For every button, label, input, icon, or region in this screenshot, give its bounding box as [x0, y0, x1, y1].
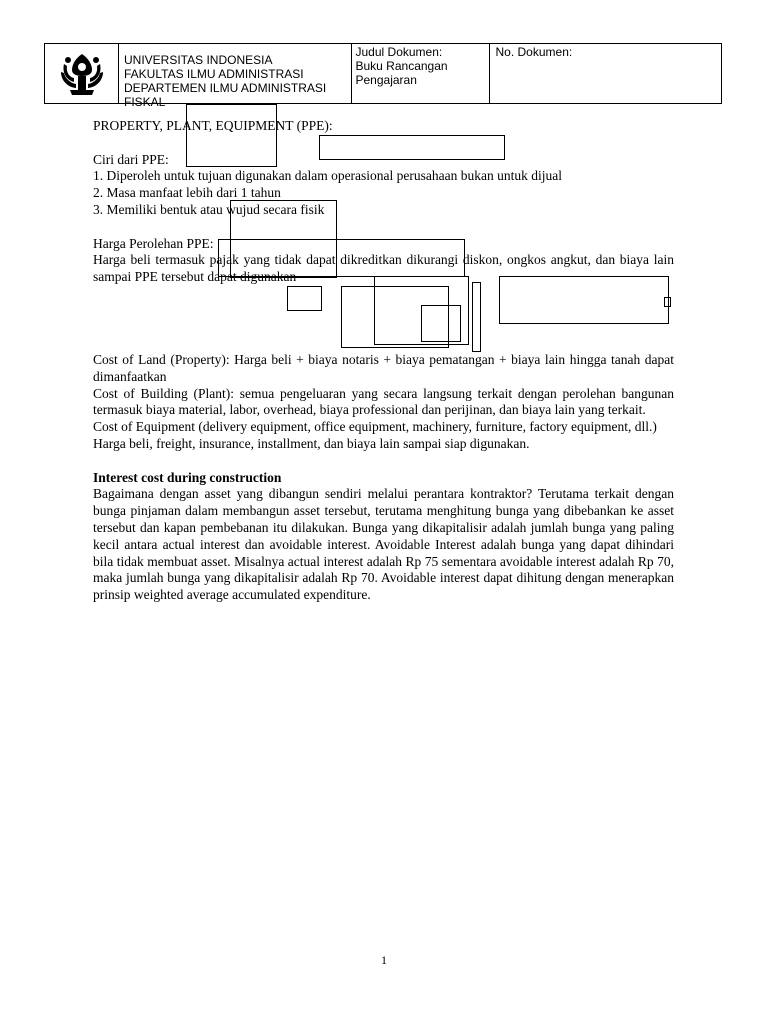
institution-cell [119, 44, 352, 109]
institution-line: FAKULTAS ILMU ADMINISTRASI [124, 67, 304, 81]
cost-section [93, 352, 674, 604]
interest-paragraph: Bagaimana dengan asset yang dibangun sendiri melalui perantara kontraktor? Terutama terkait dengan bunga pinjaman dalam membangun asset tersebut, terutama menghitung bunga yang dibebankan ke asset tersebut dan kapan pembebanan itu dilakukan. Bunga yang dikapitalisir adalah jumlah bunga yang paling kecil antara actual interest dan avoidable interest. Avoidable Interest adalah bunga yang dapat dihindari bila tidak membuat asset. Misalnya actual interest adalah Rp 75 sementara avoidable interest adalah Rp 70, maka jumlah bunga yang dikapitalisir adalah Rp 70. Avoidable interest dapat dihitung dengan menerapkan prinsip weighted average accumulated expenditure. [93, 486, 674, 603]
ciri-heading: Ciri dari PPE: [93, 151, 169, 167]
document-title-value: Buku Rancangan [355, 59, 448, 73]
document-number-label: No. Dokumen: [495, 45, 573, 59]
overlay-box [186, 104, 277, 167]
overlay-box [319, 135, 505, 160]
institution-line: UNIVERSITAS INDONESIA [124, 53, 273, 67]
overlay-box [421, 305, 461, 342]
overlay-box [472, 282, 481, 352]
section-title: PROPERTY, PLANT, EQUIPMENT (PPE): [93, 118, 333, 133]
interest-heading: Interest cost during construction [93, 469, 282, 485]
document-title-value: Pengajaran [355, 73, 417, 87]
document-title-cell [351, 44, 489, 104]
cost-equipment-detail: Harga beli, freight, insurance, installment, dan biaya lain sampai siap digunakan. [93, 435, 530, 451]
overlay-box [218, 239, 465, 277]
cost-land-paragraph: Cost of Land (Property): Harga beli + biaya notaris + biaya pematangan + biaya lain hingga tanah dapat dimanfaatkan [93, 352, 674, 384]
document-title-label: Judul Dokumen: [355, 45, 443, 59]
overlay-box [664, 297, 671, 307]
institution-line: DEPARTEMEN ILMU ADMINISTRASI FISKAL [124, 81, 327, 109]
harga-paragraph: Harga beli termasuk pajak yang tidak dapat dikreditkan dikurangi diskon, ongkos angkut, dan biaya lain sampai PPE tersebut dapat digunakan [93, 252, 674, 285]
list-item: 3. Memiliki bentuk atau wujud secara fisik [93, 201, 325, 217]
document-header [44, 43, 722, 109]
harga-heading: Harga Perolehan PPE: [93, 235, 214, 251]
cost-equipment-paragraph: Cost of Equipment (delivery equipment, office equipment, machinery, furniture, factory equipment, dll.) [93, 419, 657, 435]
list-item: 1. Diperoleh untuk tujuan digunakan dalam operasional perusahaan bukan untuk dijual [93, 168, 562, 184]
logo-cell [45, 44, 119, 104]
page-number: 1 [381, 953, 387, 967]
list-item: 2. Masa manfaat lebih dari 1 tahun [93, 185, 281, 201]
overlay-box [499, 276, 669, 324]
document-number-cell [489, 44, 722, 104]
overlay-box [287, 286, 322, 311]
cost-building-paragraph: Cost of Building (Plant): semua pengeluaran yang secara langsung terkait dengan perolehan bangunan termasuk biaya material, labor, overhead, biaya professional dan perijinan, dan biaya lain yang terkait. [93, 385, 674, 418]
university-logo-icon [58, 50, 106, 98]
